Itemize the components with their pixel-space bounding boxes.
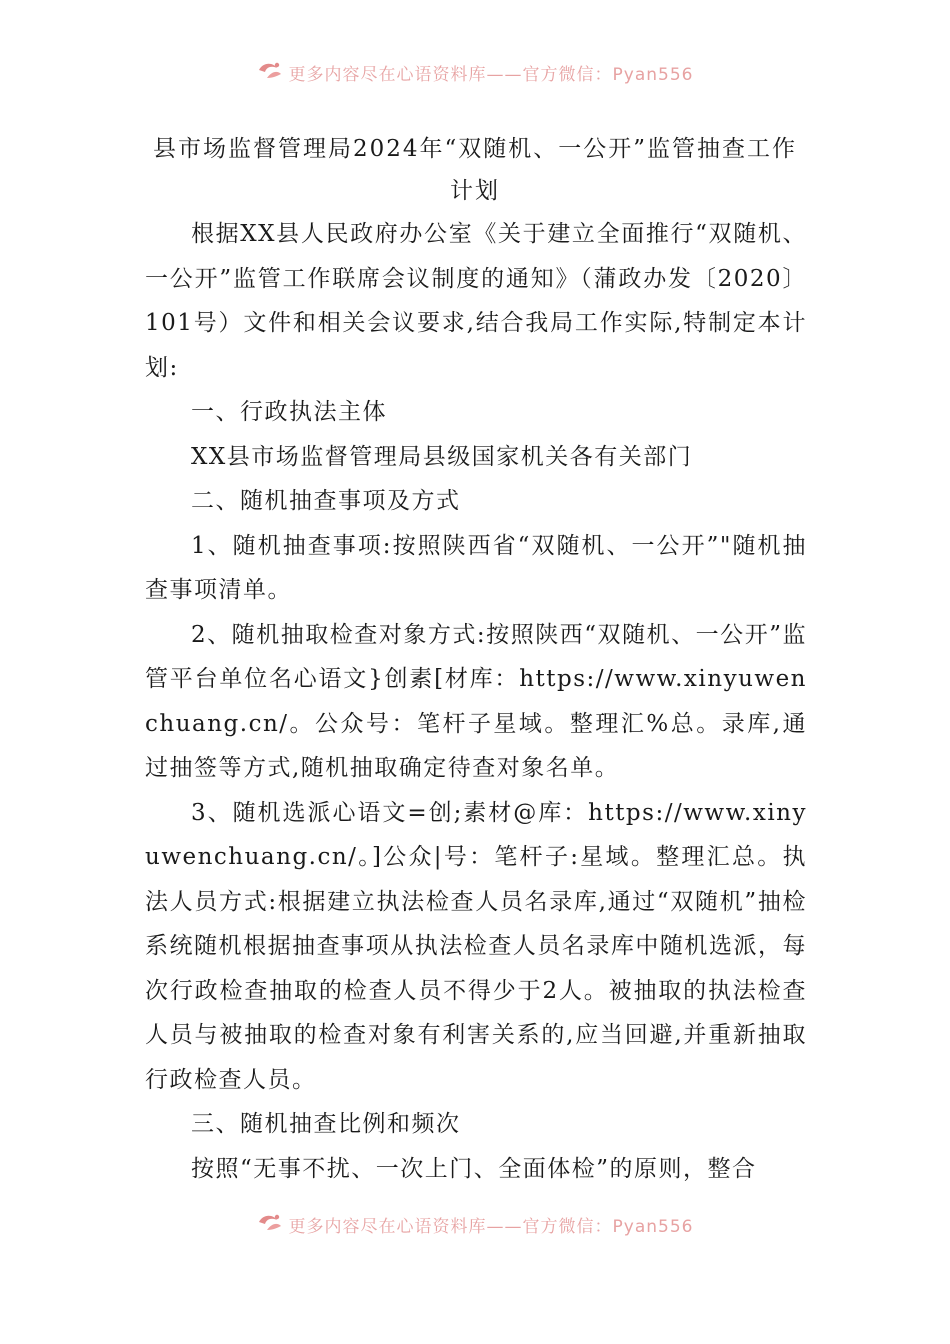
- watermark-text: 更多内容尽在心语资料库——官方微信：Pyan556: [288, 1217, 694, 1237]
- watermark-footer: [0, 1212, 950, 1237]
- watermark-logo-icon: [257, 1212, 283, 1237]
- section-heading-3: 三、随机抽查比例和频次: [191, 1111, 461, 1137]
- watermark-logo-icon: [257, 60, 283, 85]
- watermark-text: 更多内容尽在心语资料库——官方微信：Pyan556: [288, 65, 694, 85]
- section-heading-2: 二、随机抽查事项及方式: [191, 488, 461, 514]
- body-paragraph: 2、随机抽取检查对象方式:按照陕西“双随机、一公开”监管平台单位名心语文}创素[材库：https://www.xinyuwenchuang.cn/。公众号：笔杆子星域。整理汇%总。录库,通过抽签等方式,随机抽取确定待查对象名单。: [145, 621, 807, 781]
- document-body: [145, 212, 807, 1191]
- section-heading-1: 一、行政执法主体: [191, 399, 387, 425]
- intro-paragraph: 根据XX县人民政府办公室《关于建立全面推行“双随机、一公开”监管工作联席会议制度的通知》（蒲政办发〔2020〕101号）文件和相关会议要求,结合我局工作实际,特制定本计划:: [145, 221, 807, 381]
- watermark-header: [0, 60, 950, 85]
- body-paragraph: XX县市场监督管理局县级国家机关各有关部门: [191, 443, 693, 470]
- body-paragraph: 按照“无事不扰、一次上门、全面体检”的原则，整合: [191, 1155, 757, 1182]
- body-paragraph: 1、随机抽查事项:按照陕西省“双随机、一公开”"随机抽查事项清单。: [145, 532, 807, 603]
- document-title: 县市场监督管理局2024年“双随机、一公开”监管抽查工作计划: [152, 136, 798, 204]
- body-paragraph: 3、随机选派心语文=创;素材@库：https://www.xinyuwenchuang.cn/。]公众|号：笔杆子:星域。整理汇总。执法人员方式:根据建立执法检查人员名录库,通过“双随机”抽检系统随机根据抽查事项从执法检查人员名录库中随机选派，每次行政检查抽取的检查人员不得少于2人。被抽取的执法检查人员与被抽取的检查对象有利害关系的,应当回避,并重新抽取行政检查人员。: [145, 799, 807, 1093]
